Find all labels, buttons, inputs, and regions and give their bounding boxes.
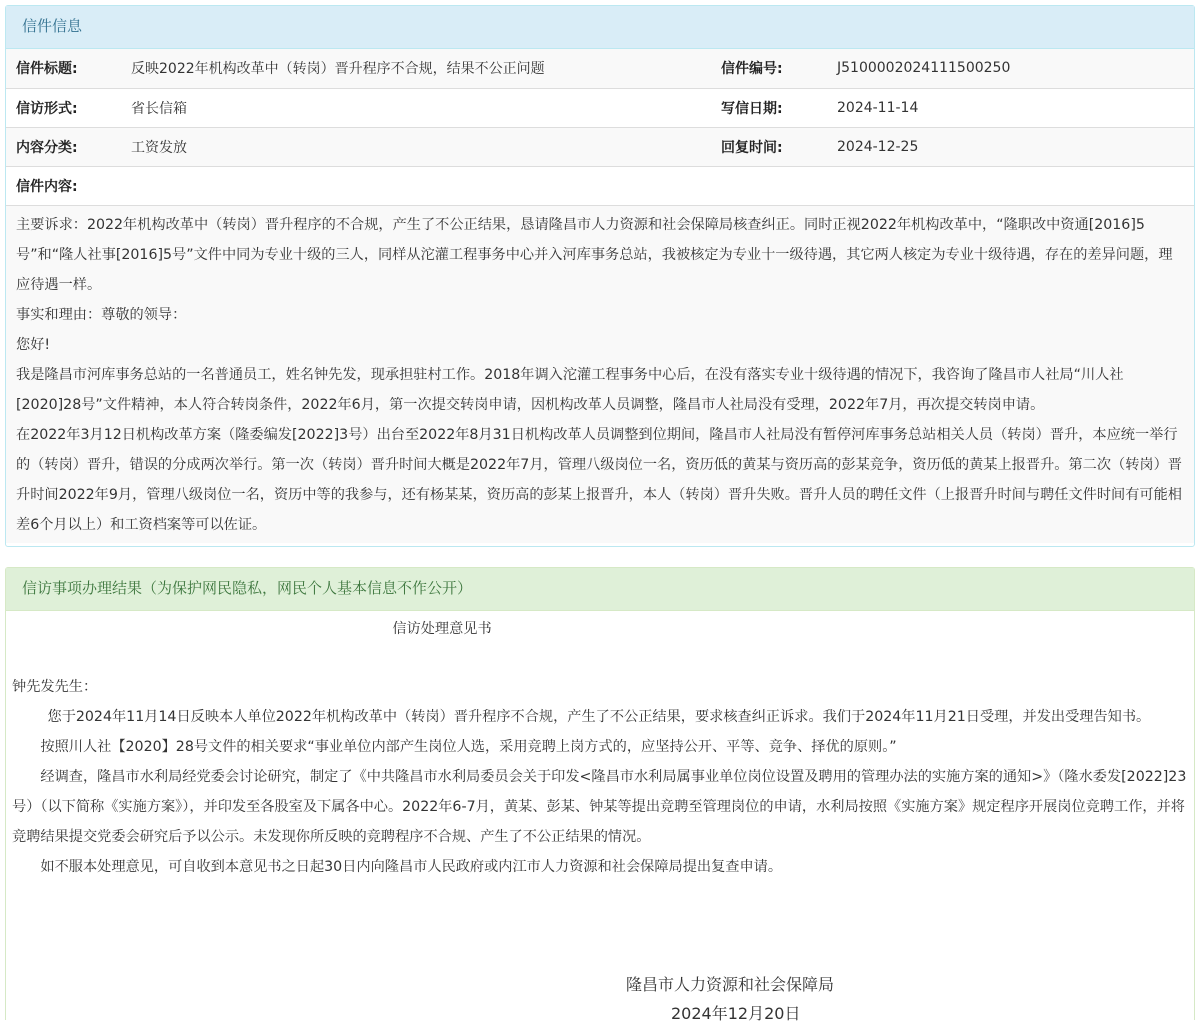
- form-label: 信访形式:: [6, 88, 131, 127]
- signature-org-text: 隆昌市人力资源和社会保障局: [626, 975, 835, 994]
- result-panel: [5, 567, 1195, 1023]
- salutation: 钟先发先生：: [12, 679, 98, 695]
- content-paragraph: 您好!: [16, 337, 51, 353]
- letter-content: [6, 205, 1194, 543]
- letter-info-panel: [5, 5, 1195, 547]
- signature-organization: [626, 970, 926, 1000]
- letter-number-value: J5100002024111500250: [837, 49, 1194, 88]
- category-label: 内容分类:: [6, 127, 131, 166]
- table-row: [6, 49, 1194, 88]
- result-body: [6, 614, 1194, 882]
- content-paragraph: 我是隆昌市河库事务总站的一名普通员工，姓名钟先发，现承担驻村工作。2018年调入沱灌工程事务中心后，在没有落实专业十级待遇的情况下，我咨询了隆昌市人社局“川人社[2020]28号”文件精神，本人符合转岗条件，2022年6月，第一次提交转岗申请，因机构改革人员调整，隆昌市人社局没有受理，2022年7月，再次提交转岗申请。: [16, 367, 1124, 413]
- result-paragraph: 按照川人社【2020】28号文件的相关要求“事业单位内部产生岗位人选，采用竞聘上岗方式的，应坚持公开、平等、竞争、择优的原则。”: [40, 739, 897, 755]
- form-value: 省长信箱: [131, 88, 711, 127]
- letter-info-heading: 信件信息: [6, 6, 1194, 49]
- content-paragraph: 主要诉求：2022年机构改革中（转岗）晋升程序的不合规，产生了不公正结果，恳请隆昌市人力资源和社会保障局核查纠正。同时正视2022年机构改革中，“隆职改中资通[2016]5号”和“隆人社事[2016]5号”文件中同为专业十级的三人，同样从沱灌工程事务中心并入河库事务总站，我被核定为专业十一级待遇，其它两人核定为专业十级待遇，存在的差异问题，理应待遇一样。: [16, 217, 1173, 293]
- table-row: [6, 166, 1194, 205]
- reply-time-value: 2024-12-25: [837, 127, 1194, 166]
- content-paragraph: 事实和理由：尊敬的领导：: [16, 307, 187, 323]
- content-label: 信件内容:: [6, 166, 1194, 205]
- result-paragraph: 如不服本处理意见，可自收到本意见书之日起30日内向隆昌市人民政府或内江市人力资源和社会保障局提出复查申请。: [40, 859, 783, 875]
- result-heading: 信访事项办理结果（为保护网民隐私，网民个人基本信息不作公开）: [6, 568, 1194, 611]
- category-value: 工资发放: [131, 127, 711, 166]
- letter-info-table: [6, 49, 1194, 205]
- reply-time-label: 回复时间:: [711, 127, 837, 166]
- signature-date-text: 2024年12月20日: [671, 1004, 801, 1023]
- title-label: 信件标题:: [6, 49, 131, 88]
- table-row: [6, 88, 1194, 127]
- result-paragraph: 您于2024年11月14日反映本人单位2022年机构改革中（转岗）晋升程序不合规，产生了不公正结果，要求核查纠正诉求。我们于2024年11月21日受理，并发出受理告知书。: [47, 709, 1151, 725]
- content-paragraph: 在2022年3月12日机构改革方案（隆委编发[2022]3号）出台至2022年8月31日机构改革人员调整到位期间，隆昌市人社局没有暂停河库事务总站相关人员（转岗）晋升，本应统一举行的（转岗）晋升，错误的分成两次举行。第一次（转岗）晋升时间大概是2022年7月，管理八级岗位一名，资历低的黄某与资历高的彭某竞争，资历低的黄某上报晋升。第二次（转岗）晋升时间2022年9月，管理八级岗位一名，资历中等的我参与，还有杨某某，资历高的彭某上报晋升，本人（转岗）晋升失败。晋升人员的聘任文件（上报晋升时间与聘任文件时间有可能相差6个月以上）和工资档案等可以佐证。: [16, 427, 1182, 533]
- letter-number-label: 信件编号:: [711, 49, 837, 88]
- title-value: 反映2022年机构改革中（转岗）晋升程序不合规，结果不公正问题: [131, 49, 711, 88]
- signature-date: [671, 999, 871, 1029]
- write-date-label: 写信日期:: [711, 88, 837, 127]
- result-paragraph: 经调查，隆昌市水利局经党委会讨论研究，制定了《中共隆昌市水利局委员会关于印发<隆昌市水利局属事业单位岗位设置及聘用的管理办法的实施方案的通知>》（隆水委发[2022]23号）（以下简称《实施方案》），并印发至各股室及下属各中心。2022年6-7月，黄某、彭某、钟某等提出竞聘至管理岗位的申请，水利局按照《实施方案》规定程序开展岗位竞聘工作，并将竞聘结果提交党委会研究后予以公示。未发现你所反映的竞聘程序不合规、产生了不公正结果的情况。: [12, 769, 1187, 845]
- document-title: 信访处理意见书: [392, 621, 492, 637]
- write-date-value: 2024-11-14: [837, 88, 1194, 127]
- table-row: [6, 127, 1194, 166]
